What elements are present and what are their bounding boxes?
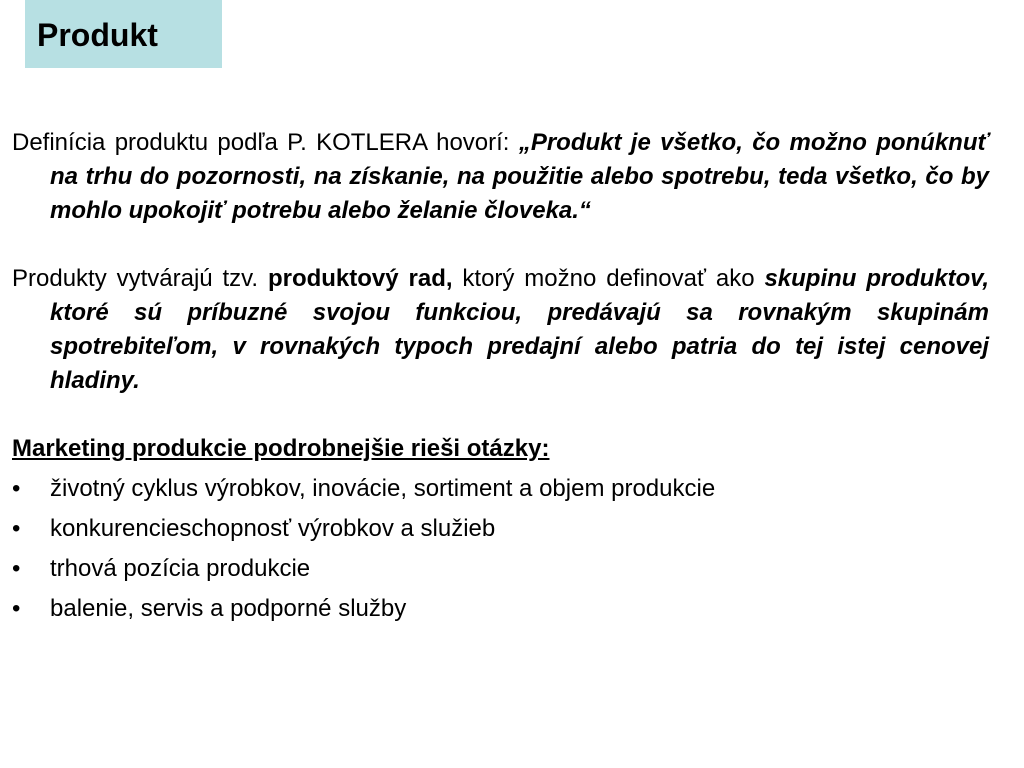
page-title: Produkt (37, 17, 158, 53)
marketing-list (12, 472, 989, 626)
bullet-icon: • (12, 595, 21, 622)
definition-quote: „Produkt je všetko, čo možno ponúknuť na trhu do pozornosti, na získanie, na použitie alebo spotrebu, teda všetko, čo by mohlo upokojiť potrebu alebo želanie človeka.“ (50, 129, 989, 224)
list-item (12, 592, 989, 626)
product-line-middle: ktorý možno definovať ako (452, 265, 765, 292)
product-line-term: produktový rad, (267, 265, 453, 292)
bullet-icon: • (12, 515, 21, 542)
title-box (25, 0, 222, 68)
bullet-icon: • (12, 475, 21, 502)
product-line-paragraph (12, 262, 989, 398)
list-item-text: životný cyklus výrobkov, inovácie, sortiment a objem produkcie (50, 475, 716, 502)
list-item-text: balenie, servis a podporné služby (50, 595, 407, 622)
list-item (12, 472, 989, 506)
product-line-intro: Produkty vytvárajú tzv. (12, 265, 268, 292)
list-item (12, 552, 989, 586)
list-item (12, 512, 989, 546)
bullet-icon: • (12, 555, 21, 582)
definition-intro: Definícia produktu podľa P. KOTLERA hovorí: (12, 129, 519, 156)
list-item-text: trhová pozícia produkcie (50, 555, 311, 582)
definition-paragraph (12, 126, 989, 228)
product-line-definition: skupinu produktov, ktoré sú príbuzné svojou funkciou, predávajú sa rovnakým skupinám spotrebiteľom, v rovnakých typoch predajní alebo patria do tej istej cenovej hladiny. (50, 265, 989, 394)
list-item-text: konkurencieschopnosť výrobkov a služieb (50, 515, 496, 542)
slide-content (12, 126, 989, 626)
marketing-heading: Marketing produkcie podrobnejšie rieši otázky: (12, 435, 550, 462)
